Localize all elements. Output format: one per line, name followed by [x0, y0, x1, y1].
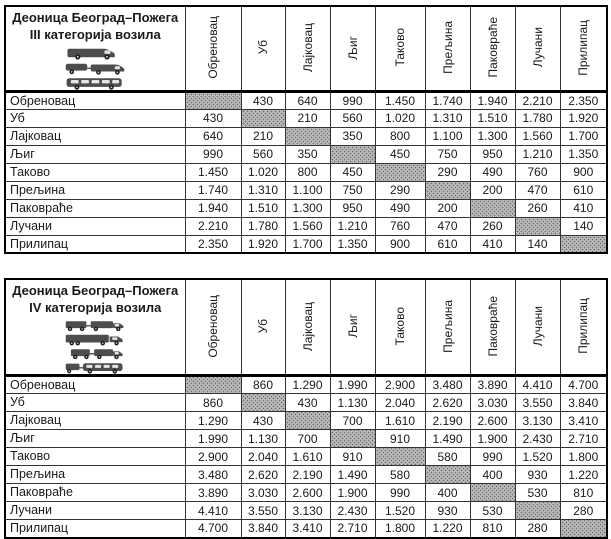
price-cell: 3.480: [185, 466, 241, 484]
price-cell: 990: [470, 448, 515, 466]
price-cell: 430: [285, 394, 330, 412]
table-corner-cell: [5, 6, 185, 91]
column-header-label: Прељина: [440, 20, 455, 74]
price-cell: 4.700: [185, 520, 241, 538]
table-corner-cell: [5, 279, 185, 375]
price-cell: 800: [375, 127, 425, 145]
price-cell: 1.560: [285, 217, 330, 235]
price-cell: 1.740: [185, 181, 241, 199]
price-cell: 950: [470, 145, 515, 163]
price-cell: 1.490: [425, 430, 470, 448]
price-cell: 530: [515, 484, 560, 502]
price-cell: 1.990: [330, 376, 375, 394]
diagonal-cell: [330, 430, 375, 448]
table-row: [5, 217, 607, 235]
column-header-station-1: [185, 6, 241, 91]
row-header-station-4: Љиг: [5, 430, 185, 448]
price-cell: 260: [470, 217, 515, 235]
price-cell: 4.410: [185, 502, 241, 520]
row-header-station-7: Паковраће: [5, 484, 185, 502]
price-cell: 3.030: [470, 394, 515, 412]
semi-trailer-truck-icon: [64, 333, 126, 346]
price-cell: 930: [515, 466, 560, 484]
column-header-label: Таково: [393, 306, 407, 346]
price-cell: 2.620: [425, 394, 470, 412]
column-header-station-4: [330, 279, 375, 375]
price-cell: 1.780: [515, 109, 560, 127]
price-cell: 560: [330, 109, 375, 127]
price-cell: 1.920: [241, 235, 285, 253]
row-header-station-1: Обреновац: [5, 91, 185, 109]
price-cell: 280: [560, 502, 607, 520]
price-cell: 1.990: [185, 430, 241, 448]
diagonal-cell: [285, 412, 330, 430]
price-cell: 610: [560, 181, 607, 199]
price-cell: 2.600: [285, 484, 330, 502]
price-cell: 3.550: [241, 502, 285, 520]
column-header-station-9: [560, 6, 607, 91]
price-cell: 210: [241, 127, 285, 145]
price-cell: 280: [515, 520, 560, 538]
table-row: [5, 145, 607, 163]
van-with-trailer-icon: [64, 61, 126, 75]
price-cell: 560: [241, 145, 285, 163]
vehicle-icons-category-4: [6, 319, 185, 374]
price-cell: 290: [425, 163, 470, 181]
price-cell: 990: [375, 484, 425, 502]
price-cell: 4.410: [515, 376, 560, 394]
truck-icon: [64, 347, 126, 360]
price-cell: 410: [470, 235, 515, 253]
column-header-label: Паковраће: [485, 17, 500, 78]
column-header-station-6: [425, 279, 470, 375]
price-cell: 2.710: [560, 430, 607, 448]
table-row: [5, 91, 607, 109]
table-row: [5, 235, 607, 253]
table-row: [5, 163, 607, 181]
table-row: [5, 181, 607, 199]
column-header-label: Уб: [256, 40, 270, 55]
column-header-station-2: [241, 279, 285, 375]
price-cell: 800: [285, 163, 330, 181]
table-row: [5, 520, 607, 538]
price-cell: 490: [470, 163, 515, 181]
price-cell: 2.620: [241, 466, 285, 484]
price-cell: 1.900: [330, 484, 375, 502]
price-cell: 3.890: [470, 376, 515, 394]
column-header-station-5: [375, 279, 425, 375]
price-cell: 1.220: [560, 466, 607, 484]
table-row: [5, 466, 607, 484]
row-header-station-2: Уб: [5, 394, 185, 412]
table-title-line1: Деоница Београд–Пожега: [12, 283, 179, 299]
diagonal-cell: [515, 217, 560, 235]
table-title-line1: Деоница Београд–Пожега: [12, 10, 179, 25]
price-cell: 1.560: [515, 127, 560, 145]
diagonal-cell: [425, 181, 470, 199]
price-cell: 760: [375, 217, 425, 235]
header-row: [5, 6, 607, 91]
price-cell: 1.220: [425, 520, 470, 538]
header-row: [5, 279, 607, 375]
vehicle-icons-category-3: [6, 46, 185, 90]
price-cell: 580: [375, 466, 425, 484]
price-cell: 1.510: [470, 109, 515, 127]
price-cell: 1.020: [241, 163, 285, 181]
diagonal-cell: [375, 448, 425, 466]
row-header-station-6: Прељина: [5, 181, 185, 199]
column-header-label: Уб: [256, 319, 270, 334]
price-cell: 950: [330, 199, 375, 217]
price-cell: 2.040: [375, 394, 425, 412]
table-row: [5, 412, 607, 430]
price-cell: 200: [425, 199, 470, 217]
price-cell: 1.130: [330, 394, 375, 412]
price-cell: 1.210: [515, 145, 560, 163]
price-cell: 430: [241, 91, 285, 109]
price-cell: 1.100: [425, 127, 470, 145]
column-header-label: Лучани: [530, 306, 545, 347]
price-cell: 2.350: [185, 235, 241, 253]
price-cell: 810: [560, 484, 607, 502]
table-title-line2: IV категорија возила: [29, 300, 162, 316]
price-cell: 2.600: [470, 412, 515, 430]
price-cell: 1.610: [285, 448, 330, 466]
column-header-station-7: [470, 279, 515, 375]
price-cell: 1.800: [375, 520, 425, 538]
row-header-station-5: Таково: [5, 163, 185, 181]
column-header-label: Паковраће: [485, 295, 500, 357]
price-cell: 3.840: [241, 520, 285, 538]
price-cell: 760: [515, 163, 560, 181]
price-cell: 260: [515, 199, 560, 217]
diagonal-cell: [330, 145, 375, 163]
price-cell: 1.130: [241, 430, 285, 448]
price-cell: 350: [330, 127, 375, 145]
table-row: [5, 484, 607, 502]
diagonal-cell: [285, 127, 330, 145]
price-cell: 700: [285, 430, 330, 448]
price-cell: 860: [185, 394, 241, 412]
row-header-station-9: Прилипац: [5, 235, 185, 253]
column-header-label: Прељина: [440, 299, 455, 353]
price-cell: 410: [560, 199, 607, 217]
table-row: [5, 109, 607, 127]
column-header-label: Таково: [393, 28, 407, 67]
price-cell: 1.100: [285, 181, 330, 199]
minibus-icon: [64, 76, 126, 90]
row-header-station-3: Лајковац: [5, 412, 185, 430]
column-header-station-7: [470, 6, 515, 91]
column-header-label: Лајковац: [300, 22, 315, 72]
diagonal-cell: [470, 199, 515, 217]
diagonal-cell: [375, 163, 425, 181]
column-header-label: Обреновац: [206, 16, 220, 79]
column-header-station-5: [375, 6, 425, 91]
bus-with-trailer-icon: [64, 361, 126, 374]
price-cell: 200: [470, 181, 515, 199]
price-cell: 1.310: [425, 109, 470, 127]
diagonal-cell: [560, 520, 607, 538]
price-cell: 1.700: [285, 235, 330, 253]
column-header-label: Обреновац: [206, 294, 220, 358]
price-cell: 400: [425, 484, 470, 502]
column-header-station-4: [330, 6, 375, 91]
price-cell: 350: [285, 145, 330, 163]
price-cell: 3.890: [185, 484, 241, 502]
column-header-station-8: [515, 279, 560, 375]
column-header-station-9: [560, 279, 607, 375]
price-cell: 910: [330, 448, 375, 466]
price-cell: 140: [560, 217, 607, 235]
price-cell: 1.510: [241, 199, 285, 217]
price-cell: 900: [560, 163, 607, 181]
row-header-station-8: Лучани: [5, 502, 185, 520]
price-cell: 1.940: [185, 199, 241, 217]
diagonal-cell: [425, 466, 470, 484]
diagonal-cell: [470, 484, 515, 502]
truck-with-trailer-icon: [64, 319, 126, 332]
price-cell: 430: [185, 109, 241, 127]
table-row: [5, 502, 607, 520]
price-cell: 1.740: [425, 91, 470, 109]
price-cell: 610: [425, 235, 470, 253]
column-header-label: Љиг: [345, 35, 360, 60]
column-header-station-2: [241, 6, 285, 91]
price-cell: 750: [330, 181, 375, 199]
diagonal-cell: [241, 109, 285, 127]
price-cell: 1.610: [375, 412, 425, 430]
price-cell: 1.940: [470, 91, 515, 109]
row-header-station-9: Прилипац: [5, 520, 185, 538]
price-cell: 1.800: [560, 448, 607, 466]
price-cell: 3.480: [425, 376, 470, 394]
price-cell: 210: [285, 109, 330, 127]
price-cell: 3.550: [515, 394, 560, 412]
price-cell: 1.920: [560, 109, 607, 127]
price-cell: 640: [285, 91, 330, 109]
price-cell: 910: [375, 430, 425, 448]
van-icon: [64, 46, 126, 60]
price-cell: 2.210: [185, 217, 241, 235]
column-header-station-6: [425, 6, 470, 91]
price-cell: 450: [375, 145, 425, 163]
row-header-station-7: Паковраће: [5, 199, 185, 217]
diagonal-cell: [560, 235, 607, 253]
price-cell: 2.430: [515, 430, 560, 448]
row-header-station-5: Таково: [5, 448, 185, 466]
price-cell: 1.300: [285, 199, 330, 217]
table-row: [5, 376, 607, 394]
price-cell: 2.900: [185, 448, 241, 466]
price-cell: 990: [185, 145, 241, 163]
table-title: [6, 283, 185, 317]
table-title: [6, 10, 185, 44]
row-header-station-1: Обреновац: [5, 376, 185, 394]
price-cell: 400: [470, 466, 515, 484]
table-row: [5, 448, 607, 466]
diagonal-cell: [185, 91, 241, 109]
row-header-station-4: Љиг: [5, 145, 185, 163]
price-cell: 2.430: [330, 502, 375, 520]
price-cell: 2.040: [241, 448, 285, 466]
table-row: [5, 394, 607, 412]
diagonal-cell: [515, 502, 560, 520]
price-cell: 450: [330, 163, 375, 181]
price-cell: 4.700: [560, 376, 607, 394]
column-header-label: Љиг: [345, 314, 360, 339]
column-header-label: Лучани: [530, 27, 545, 68]
row-header-station-3: Лајковац: [5, 127, 185, 145]
price-cell: 470: [425, 217, 470, 235]
price-cell: 3.410: [285, 520, 330, 538]
price-cell: 860: [241, 376, 285, 394]
toll-table-category-3: [4, 5, 608, 254]
price-cell: 2.210: [515, 91, 560, 109]
price-cell: 1.780: [241, 217, 285, 235]
price-cell: 140: [515, 235, 560, 253]
row-header-station-8: Лучани: [5, 217, 185, 235]
price-cell: 470: [515, 181, 560, 199]
column-header-station-1: [185, 279, 241, 375]
price-cell: 2.190: [285, 466, 330, 484]
column-header-label: Прилипац: [576, 298, 591, 355]
column-header-label: Лајковац: [300, 301, 315, 351]
row-header-station-6: Прељина: [5, 466, 185, 484]
diagonal-cell: [241, 394, 285, 412]
price-cell: 1.450: [375, 91, 425, 109]
price-cell: 1.290: [185, 412, 241, 430]
price-cell: 2.900: [375, 376, 425, 394]
row-header-station-2: Уб: [5, 109, 185, 127]
price-cell: 3.410: [560, 412, 607, 430]
price-cell: 490: [375, 199, 425, 217]
table-row: [5, 430, 607, 448]
price-cell: 1.300: [470, 127, 515, 145]
price-cell: 810: [470, 520, 515, 538]
price-cell: 3.840: [560, 394, 607, 412]
price-cell: 1.020: [375, 109, 425, 127]
price-cell: 1.210: [330, 217, 375, 235]
price-cell: 3.130: [285, 502, 330, 520]
price-cell: 1.700: [560, 127, 607, 145]
price-cell: 2.350: [560, 91, 607, 109]
table-row: [5, 127, 607, 145]
column-header-label: Прилипац: [576, 19, 591, 76]
table-title-line2: III категорија возила: [29, 26, 161, 42]
diagonal-cell: [185, 376, 241, 394]
price-cell: 1.450: [185, 163, 241, 181]
price-cell: 3.030: [241, 484, 285, 502]
toll-table-category-4: [4, 278, 608, 538]
price-cell: 3.130: [515, 412, 560, 430]
price-cell: 700: [330, 412, 375, 430]
column-header-station-3: [285, 6, 330, 91]
column-header-station-8: [515, 6, 560, 91]
price-cell: 1.900: [470, 430, 515, 448]
price-cell: 430: [241, 412, 285, 430]
price-cell: 1.350: [330, 235, 375, 253]
price-cell: 1.490: [330, 466, 375, 484]
price-cell: 290: [375, 181, 425, 199]
column-header-station-3: [285, 279, 330, 375]
price-cell: 990: [330, 91, 375, 109]
price-cell: 930: [425, 502, 470, 520]
price-cell: 1.350: [560, 145, 607, 163]
price-cell: 580: [425, 448, 470, 466]
price-cell: 1.310: [241, 181, 285, 199]
price-cell: 900: [375, 235, 425, 253]
price-cell: 750: [425, 145, 470, 163]
price-cell: 530: [470, 502, 515, 520]
price-cell: 1.520: [515, 448, 560, 466]
price-cell: 640: [185, 127, 241, 145]
table-row: [5, 199, 607, 217]
price-cell: 2.710: [330, 520, 375, 538]
price-cell: 1.520: [375, 502, 425, 520]
price-cell: 1.290: [285, 376, 330, 394]
price-cell: 2.190: [425, 412, 470, 430]
